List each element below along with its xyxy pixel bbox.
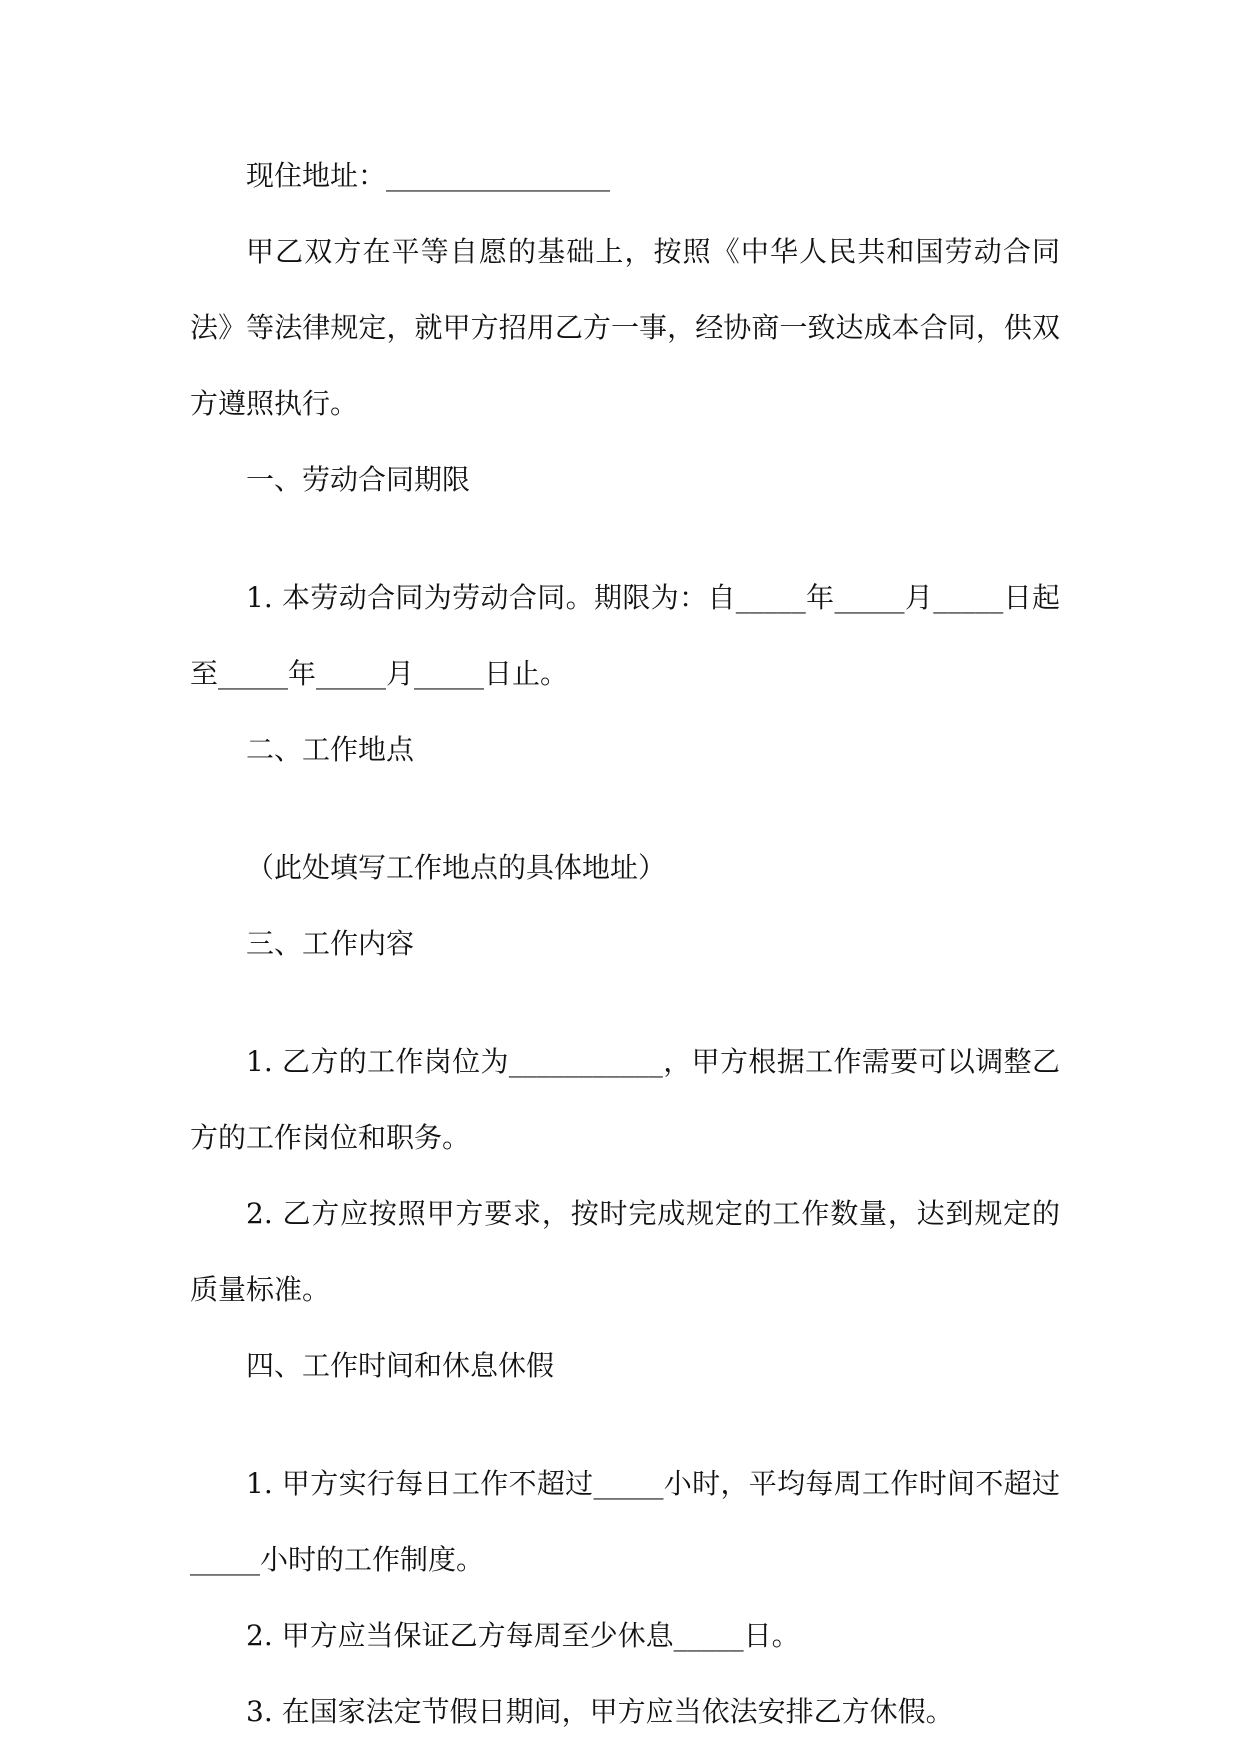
section-heading-work-content: 三、工作内容 (246, 927, 415, 960)
work-location-note: （此处填写工作地点的具体地址） (246, 851, 667, 884)
section-heading-term: 一、劳动合同期限 (246, 463, 471, 496)
weekly-rest-clause: 2. 甲方应当保证乙方每周至少休息_____日。 (246, 1619, 800, 1652)
daily-hours-clause: 1. 甲方实行每日工作不超过_____小时，平均每周工作时间不超过_____小时的工作制度。 (190, 1467, 1060, 1576)
preamble-paragraph: 甲乙双方在平等自愿的基础上，按照《中华人民共和国劳动合同法》等法律规定，就甲方招用乙方一事，经协商一致达成本合同，供双方遵照执行。 (190, 235, 1060, 420)
section-heading-working-hours: 四、工作时间和休息休假 (246, 1349, 555, 1382)
term-clause: 1. 本劳动合同为劳动合同。期限为：自_____年_____月_____日起至_____年_____月_____日止。 (190, 581, 1060, 690)
holiday-clause: 3. 在国家法定节假日期间，甲方应当依法安排乙方休假。 (246, 1695, 954, 1728)
section-heading-work-location: 二、工作地点 (246, 733, 415, 766)
document-body (190, 138, 1060, 1750)
work-quantity-clause: 2. 乙方应按照甲方要求，按时完成规定的工作数量，达到规定的质量标准。 (190, 1197, 1060, 1306)
work-position-clause: 1. 乙方的工作岗位为___________，甲方根据工作需要可以调整乙方的工作岗位和职务。 (190, 1045, 1060, 1154)
current-address-line: 现住地址：________________ (246, 159, 611, 192)
